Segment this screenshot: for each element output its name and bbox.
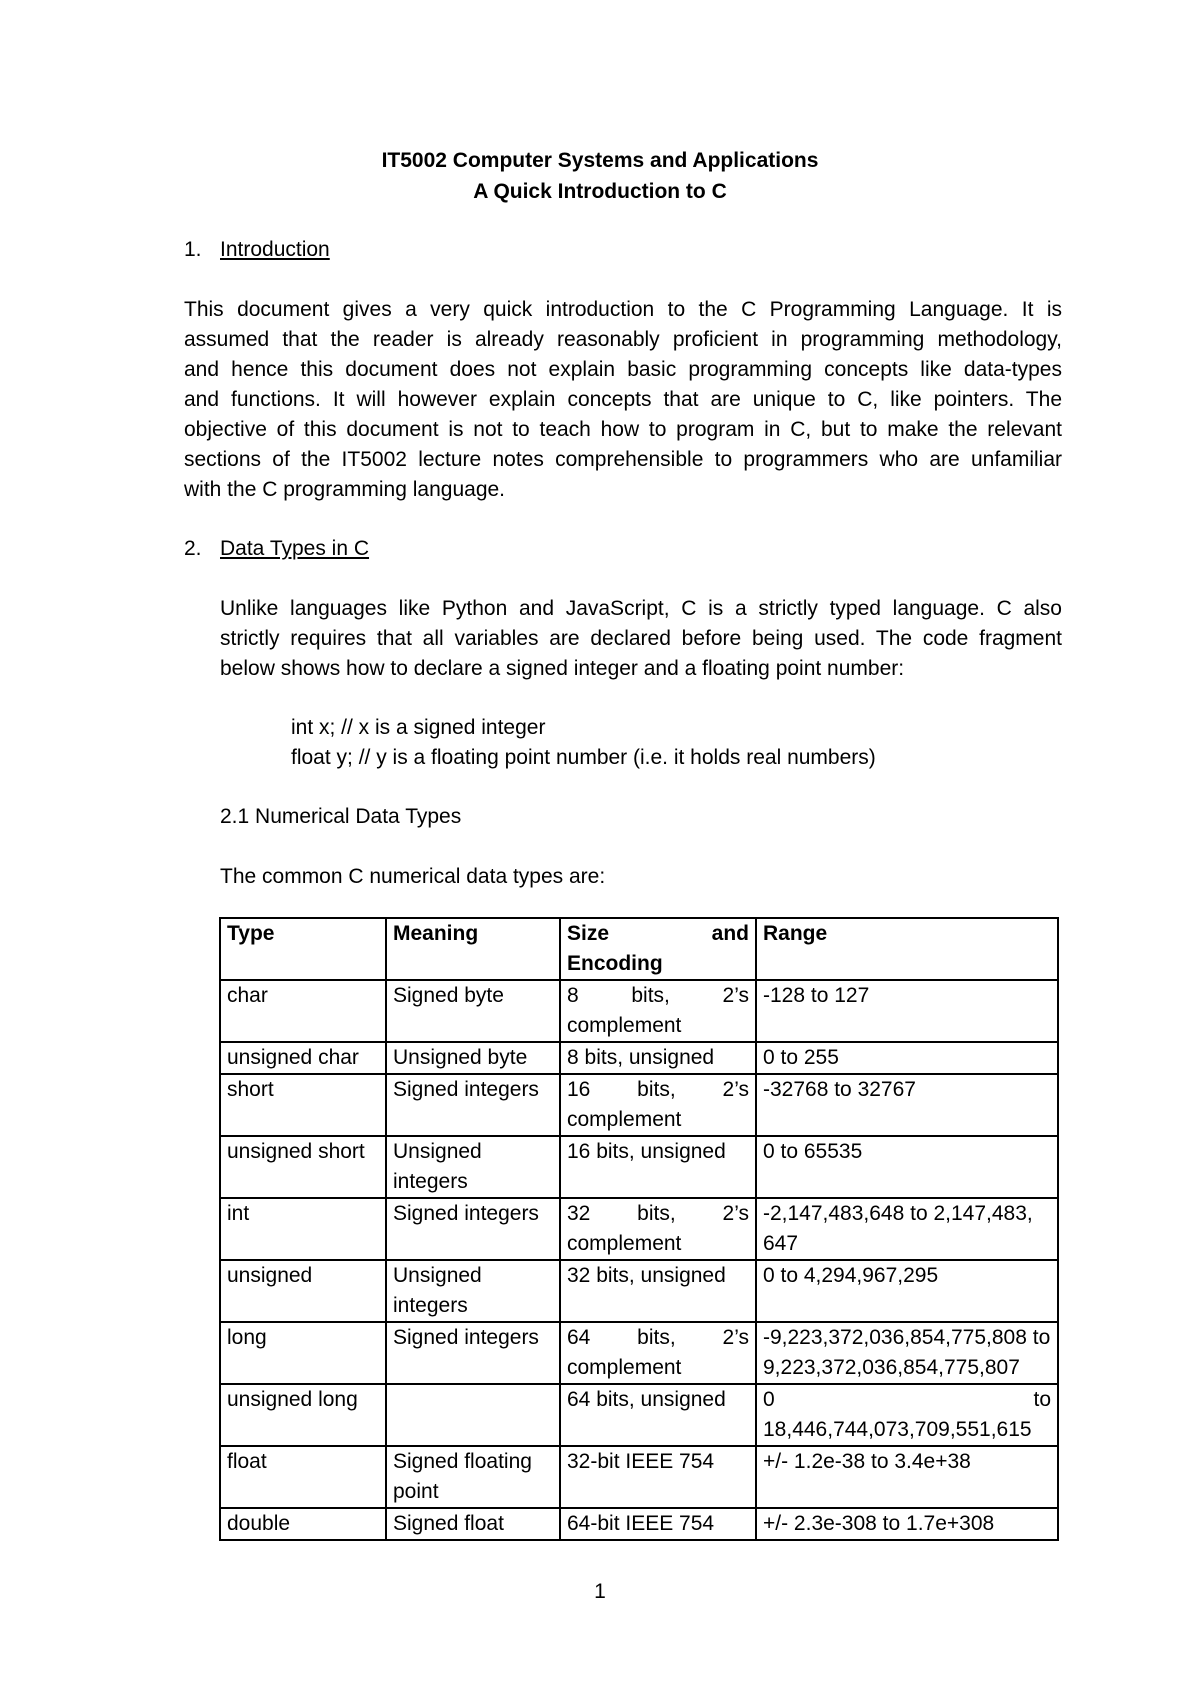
code-line: int x; // x is a signed integer <box>291 716 546 739</box>
header-type: Type <box>220 918 386 980</box>
cell-range: +/- 1.2e-38 to 3.4e+38 <box>756 1446 1058 1508</box>
paragraph-line: This document gives a very quick introduction to the C Programming Language. It is <box>184 298 1062 321</box>
table-row <box>220 1508 1058 1540</box>
cell-size: 32-bit IEEE 754 <box>560 1446 756 1508</box>
section-2-heading <box>184 534 369 564</box>
cell-meaning: Signed integers <box>386 1198 560 1260</box>
cell-meaning: Signed byte <box>386 980 560 1042</box>
cell-size: 64 bits, unsigned <box>560 1384 756 1446</box>
cell-size: 64-bit IEEE 754 <box>560 1508 756 1540</box>
paragraph-line: with the C programming language. <box>184 478 506 501</box>
cell-size: 16 bits, unsigned <box>560 1136 756 1198</box>
cell-type: float <box>220 1446 386 1508</box>
cell-type: int <box>220 1198 386 1260</box>
table-row <box>220 1322 1058 1384</box>
cell-size: 32 bits, 2’s complement <box>560 1198 756 1260</box>
cell-range: -2,147,483,648 to 2,147,483, 647 <box>756 1198 1058 1260</box>
cell-range: +/- 2.3e-308 to 1.7e+308 <box>756 1508 1058 1540</box>
section-1-number: 1. <box>184 238 202 261</box>
table-intro: The common C numerical data types are: <box>220 865 606 888</box>
table-row <box>220 980 1058 1042</box>
cell-size: 8 bits, 2’s complement <box>560 980 756 1042</box>
section-2-paragraph <box>220 594 1062 684</box>
cell-range: -32768 to 32767 <box>756 1074 1058 1136</box>
cell-type: short <box>220 1074 386 1136</box>
code-fragment <box>291 713 876 773</box>
table-row <box>220 1074 1058 1136</box>
header-range: Range <box>756 918 1058 980</box>
paragraph-line: strictly requires that all variables are declared before being used. The code fragment <box>220 627 1062 650</box>
cell-range: -128 to 127 <box>756 980 1058 1042</box>
table-row <box>220 1136 1058 1198</box>
code-line: float y; // y is a floating point number (i.e. it holds real numbers) <box>291 746 876 769</box>
cell-type: long <box>220 1322 386 1384</box>
paragraph-line: below shows how to declare a signed integer and a floating point number: <box>220 657 905 680</box>
cell-type: double <box>220 1508 386 1540</box>
cell-meaning: Signed integers <box>386 1074 560 1136</box>
cell-meaning <box>386 1384 560 1446</box>
cell-range: 0 to 65535 <box>756 1136 1058 1198</box>
data-types-table <box>219 917 1059 1541</box>
section-1-title: Introduction <box>220 238 330 261</box>
cell-type: unsigned long <box>220 1384 386 1446</box>
table-header-row <box>220 918 1058 980</box>
document-subtitle: A Quick Introduction to C <box>473 180 727 203</box>
cell-size: 64 bits, 2’s complement <box>560 1322 756 1384</box>
paragraph-line: and functions. It will however explain concepts that are unique to C, like pointers. The <box>184 388 1062 411</box>
cell-meaning: Unsigned byte <box>386 1042 560 1074</box>
cell-meaning: Signed integers <box>386 1322 560 1384</box>
section-2-title: Data Types in C <box>220 537 370 560</box>
table-row <box>220 1446 1058 1508</box>
cell-size: 8 bits, unsigned <box>560 1042 756 1074</box>
table-row <box>220 1384 1058 1446</box>
section-1-paragraph <box>184 295 1062 505</box>
cell-meaning: Signed float <box>386 1508 560 1540</box>
cell-size: 32 bits, unsigned <box>560 1260 756 1322</box>
cell-type: unsigned char <box>220 1042 386 1074</box>
cell-size: 16 bits, 2’s complement <box>560 1074 756 1136</box>
paragraph-line: and hence this document does not explain basic programming concepts like data-types <box>184 358 1062 381</box>
cell-type: char <box>220 980 386 1042</box>
table-row <box>220 1260 1058 1322</box>
cell-range: 0 to 255 <box>756 1042 1058 1074</box>
subsection-heading: 2.1 Numerical Data Types <box>220 805 462 828</box>
section-1-heading <box>184 235 330 265</box>
cell-type: unsigned short <box>220 1136 386 1198</box>
cell-range: 0 to 18,446,744,073,709,551,615 <box>756 1384 1058 1446</box>
cell-type: unsigned <box>220 1260 386 1322</box>
header-meaning: Meaning <box>386 918 560 980</box>
paragraph-line: sections of the IT5002 lecture notes comprehensible to programmers who are unfamiliar <box>184 448 1062 471</box>
table-row <box>220 1042 1058 1074</box>
cell-range: 0 to 4,294,967,295 <box>756 1260 1058 1322</box>
cell-meaning: Signed floating point <box>386 1446 560 1508</box>
cell-meaning: Unsigned integers <box>386 1260 560 1322</box>
cell-meaning: Unsigned integers <box>386 1136 560 1198</box>
paragraph-line: assumed that the reader is already reasonably proficient in programming methodology, <box>184 328 1062 351</box>
table-row <box>220 1198 1058 1260</box>
cell-range: -9,223,372,036,854,775,808 to 9,223,372,036,854,775,807 <box>756 1322 1058 1384</box>
section-2-number: 2. <box>184 537 202 560</box>
header-size: Size and Encoding <box>560 918 756 980</box>
page-number: 1 <box>594 1580 606 1603</box>
paragraph-line: objective of this document is not to teach how to program in C, but to make the relevant <box>184 418 1062 441</box>
paragraph-line: Unlike languages like Python and JavaScript, C is a strictly typed language. C also <box>220 597 1062 620</box>
document-title: IT5002 Computer Systems and Applications <box>381 149 819 172</box>
